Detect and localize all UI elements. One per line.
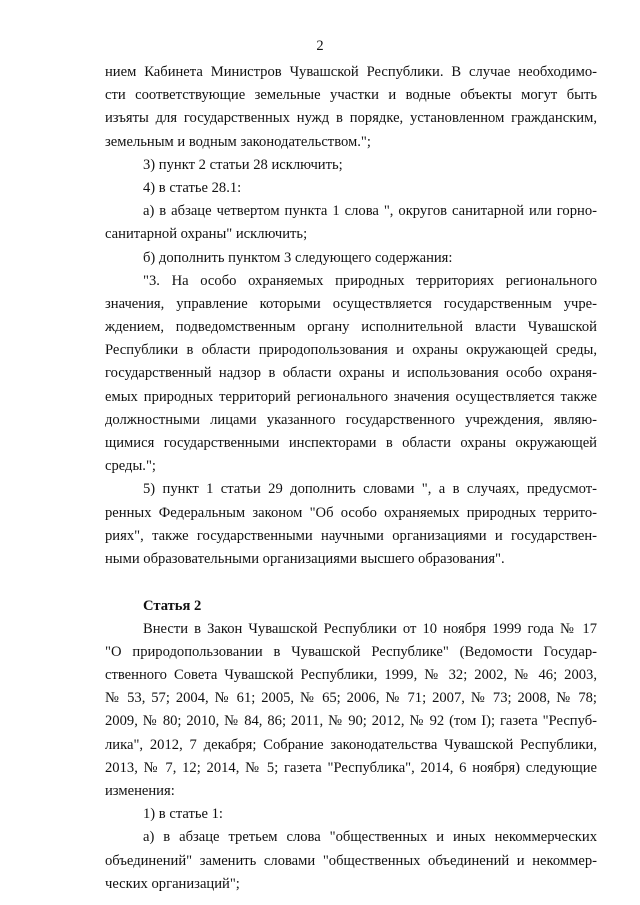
paragraph-line: изъяты для государственных нужд в порядке, установленном гражданским, xyxy=(105,110,597,127)
paragraph-line: 3) пункт 2 статьи 28 исключить; xyxy=(143,156,343,173)
paragraph-line: "О природопользовании в Чувашской Республике" (Ведомости Государ- xyxy=(105,643,597,660)
paragraph-line: сти соответствующие земельные участки и водные объекты могут быть xyxy=(105,87,597,104)
paragraph-line: санитарной охраны" исключить; xyxy=(105,226,308,243)
paragraph-line: ческих организаций"; xyxy=(105,875,240,892)
paragraph-line: нием Кабинета Министров Чувашской Республики. В случае необходимо- xyxy=(105,64,597,80)
document-body xyxy=(105,61,597,896)
paragraph-line: изменения: xyxy=(105,783,175,800)
paragraph-line: 2009, № 80; 2010, № 84, 86; 2011, № 90; 2012, № 92 (том I); газета "Респуб- xyxy=(105,713,597,730)
paragraph-line: земельным и водным законодательством."; xyxy=(105,133,371,150)
paragraph-line: 4) в статье 28.1: xyxy=(143,179,242,196)
paragraph-line: б) дополнить пунктом 3 следующего содержания: xyxy=(143,249,453,266)
paragraph-line: лика", 2012, 7 декабря; Собрание законодательства Чувашской Республики, xyxy=(105,736,597,753)
paragraph-line: ными образовательными организациями высшего образования". xyxy=(105,550,505,567)
paragraph-line: ренных Федеральным законом "Об особо охраняемых природных террито- xyxy=(105,504,597,521)
article-heading: Статья 2 xyxy=(143,597,202,614)
paragraph-line: ждением, подведомственным органу исполнительной власти Чувашской xyxy=(105,319,597,336)
paragraph-line: среды."; xyxy=(105,458,156,475)
paragraph-line: Внести в Закон Чувашской Республики от 10 ноября 1999 года № 17 xyxy=(143,620,597,637)
paragraph-line: "3. На особо охраняемых природных территориях регионального xyxy=(143,272,597,289)
paragraph-line: щимися государственными инспекторами в области охраны окружающей xyxy=(105,435,597,451)
paragraph-line: государственный надзор в области охраны и использования особо охраня- xyxy=(105,365,597,382)
paragraph-line: емых природных территорий регионального значения осуществляется также xyxy=(105,388,597,405)
paragraph-line: № 53, 57; 2004, № 61; 2005, № 65; 2006, № 71; 2007, № 73; 2008, № 78; xyxy=(105,690,597,707)
paragraph-line: Республики в области природопользования и охраны окружающей среды, xyxy=(105,342,597,359)
paragraph-line: 1) в статье 1: xyxy=(143,806,223,823)
paragraph-line: значения, управление которыми осуществляется государственным учре- xyxy=(105,295,597,312)
paragraph-line: а) в абзаце четвертом пункта 1 слова ", округов санитарной или горно- xyxy=(143,203,597,220)
paragraph-line: 2013, № 7, 12; 2014, № 5; газета "Республика", 2014, 6 ноября) следующие xyxy=(105,759,597,776)
page-number: 2 xyxy=(316,38,324,54)
paragraph-line: объединений" заменить словами "общественных объединений и некоммер- xyxy=(105,852,597,869)
paragraph-line: ственного Совета Чувашской Республики, 1999, № 32; 2002, № 46; 2003, xyxy=(105,667,597,684)
paragraph-line: должностными лицами указанного государственного учреждения, являю- xyxy=(105,411,597,428)
paragraph-line: а) в абзаце третьем слова "общественных и иных некоммерческих xyxy=(143,829,597,846)
section-spacer xyxy=(105,571,597,594)
paragraph-line: риях", также государственными научными организациями и государствен- xyxy=(105,527,597,544)
paragraph-line: 5) пункт 1 статьи 29 дополнить словами ", а в случаях, предусмот- xyxy=(143,481,597,498)
